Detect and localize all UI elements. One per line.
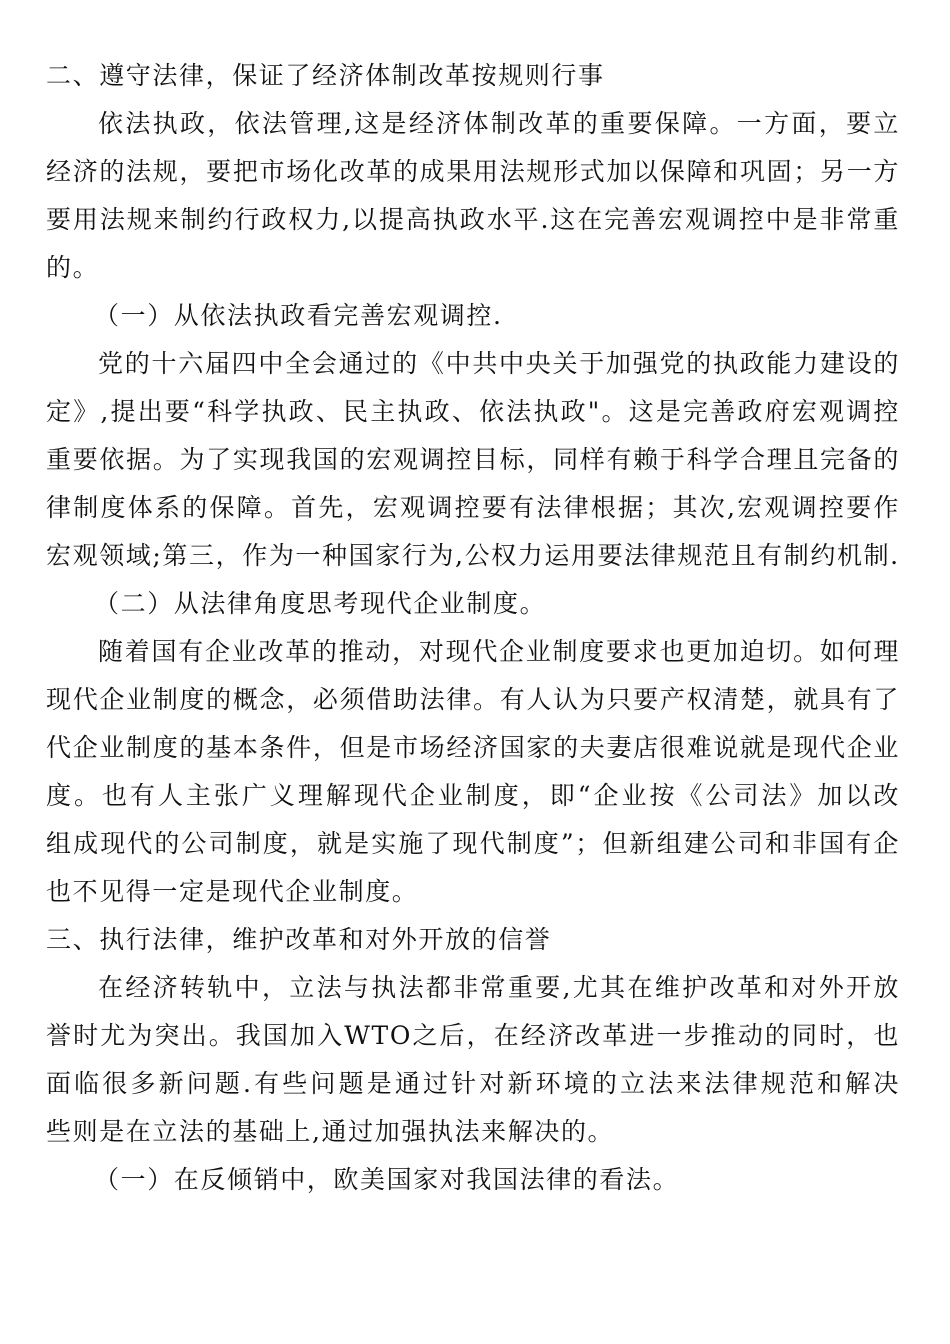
- paragraph-line: 重要依据。为了实现我国的宏观调控目标，同样有赖于科学合理且完备的: [46, 445, 900, 474]
- paragraph-line: 宏观领域;第三，作为一种国家行为,公权力运用要法律规范且有制约机制.: [46, 541, 900, 570]
- subsection-heading-2: （二）从法律角度思考现代企业制度。: [94, 589, 547, 618]
- paragraph-line: 代企业制度的基本条件，但是市场经济国家的夫妻店很难说就是现代企业: [46, 733, 900, 762]
- paragraph-line: 党的十六届四中全会通过的《中共中央关于加强党的执政能力建设的: [98, 349, 900, 378]
- paragraph-2: [46, 340, 900, 580]
- section-heading-2: 二、遵守法律，保证了经济体制改革按规则行事: [46, 61, 605, 90]
- paragraph-1: [46, 100, 900, 292]
- paragraph-line: 经济的法规，要把市场化改革的成果用法规形式加以保障和巩固；另一方: [46, 157, 900, 186]
- subsection-heading-1: （一）从依法执政看完善宏观调控.: [94, 301, 503, 330]
- paragraph-line: 些则是在立法的基础上,通过加强执法来解决的。: [46, 1117, 615, 1146]
- paragraph-4: [46, 964, 900, 1156]
- paragraph-line: 组成现代的公司制度，就是实施了现代制度”；但新组建公司和非国有企: [46, 829, 900, 858]
- section-heading-3: 三、执行法律，维护改革和对外开放的信誉: [46, 925, 552, 954]
- paragraph-line: 誉时尤为突出。我国加入WTO之后，在经济改革进一步推动的同时，也: [46, 1021, 900, 1050]
- paragraph-line: 也不见得一定是现代企业制度。: [46, 877, 419, 906]
- paragraph-3: [46, 628, 900, 916]
- paragraph-line: 依法执政，依法管理,这是经济体制改革的重要保障。一方面，要立: [98, 109, 900, 138]
- paragraph-line: 在经济转轨中，立法与执法都非常重要,尤其在维护改革和对外开放: [98, 973, 900, 1002]
- paragraph-line: 律制度体系的保障。首先，宏观调控要有法律根据；其次,宏观调控要作: [46, 493, 900, 522]
- paragraph-line: 要用法规来制约行政权力,以提高执政水平.这在完善宏观调控中是非常重: [46, 205, 900, 234]
- subsection-heading-3: （一）在反倾销中，欧美国家对我国法律的看法。: [94, 1165, 680, 1194]
- paragraph-line: 的。: [46, 253, 100, 282]
- paragraph-line: 定》,提出要“科学执政、民主执政、依法执政"。这是完善政府宏观调控: [46, 397, 900, 426]
- paragraph-line: 度。也有人主张广义理解现代企业制度，即“企业按《公司法》加以改: [46, 781, 900, 810]
- paragraph-line: 面临很多新问题.有些问题是通过针对新环境的立法来法律规范和解决: [46, 1069, 900, 1098]
- document-page: [46, 52, 900, 1204]
- paragraph-line: 现代企业制度的概念，必须借助法律。有人认为只要产权清楚，就具有了: [46, 685, 900, 714]
- paragraph-line: 随着国有企业改革的推动，对现代企业制度要求也更加迫切。如何理: [98, 637, 900, 666]
